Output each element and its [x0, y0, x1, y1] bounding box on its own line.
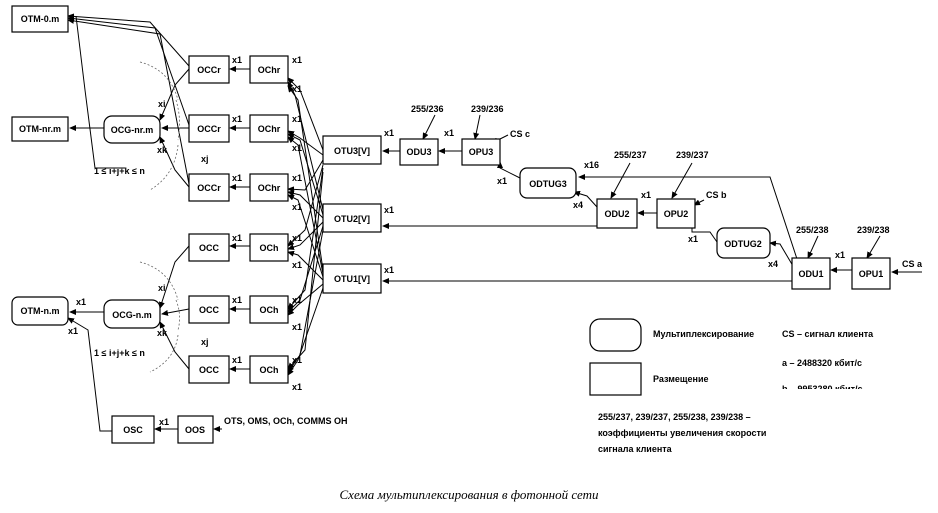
opu2-box: [657, 199, 695, 228]
x4-label: x4: [573, 200, 584, 210]
legend-multiplexing-label: Мультиплексирование: [653, 329, 755, 339]
och-label-3: OCh: [259, 365, 279, 375]
x1-label: x1: [232, 233, 243, 243]
occ-label-3: OCC: [199, 365, 219, 375]
occr-label-1: OCCr: [197, 65, 221, 75]
x1-label: x1: [292, 55, 303, 65]
legend-coeff-line-3: сигнала клиента: [598, 444, 672, 454]
x1-label: x1: [76, 297, 87, 307]
x4-label: x4: [768, 259, 779, 269]
x1-label: x1: [292, 84, 303, 94]
odtug3-label: ODTUG3: [529, 179, 567, 189]
xj-label: xj: [201, 337, 209, 347]
rate-239-237-label: 239/237: [676, 150, 709, 160]
rate-255-238-label: 255/238: [796, 225, 829, 235]
x1-label: x1: [384, 205, 395, 215]
opu2-label: OPU2: [663, 209, 689, 219]
x1-label: x1: [835, 250, 846, 260]
otu3-box: [323, 136, 381, 164]
x1-label: x1: [384, 265, 395, 275]
x1-label: x1: [292, 114, 303, 124]
ochr-box-1: [250, 56, 288, 83]
x1-label: x1: [232, 295, 243, 305]
och-label-1: OCh: [259, 243, 279, 253]
occ-label-2: OCC: [199, 305, 219, 315]
x1-label: x1: [68, 326, 79, 336]
odtug3-box: [520, 168, 576, 198]
x1-label: x1: [232, 114, 243, 124]
x1-label: x1: [232, 355, 243, 365]
otu1-label: OTU1[V]: [334, 274, 370, 284]
opu3-label: OPU3: [468, 147, 494, 157]
cs-b-label: CS b: [706, 190, 727, 200]
otm-nr-m-label: OTM-nr.m: [19, 124, 61, 134]
xk-label: xk: [157, 145, 168, 155]
legend-a-rate-label: a – 2488320 кбит/с: [782, 358, 863, 368]
otu2-label: OTU2[V]: [334, 214, 370, 224]
x1-label: x1: [292, 143, 303, 153]
odu1-label: ODU1: [798, 269, 824, 279]
och-box-1: [250, 234, 288, 261]
ochr-box-2: [250, 115, 288, 142]
x1-label: x1: [292, 355, 303, 365]
ocg-n-m-label: OCG-n.m: [112, 310, 152, 320]
x1-label: x1: [292, 202, 303, 212]
odtug2-label: ODTUG2: [724, 239, 762, 249]
oos-content-label: OTS, OMS, OCh, COMMS OH: [224, 416, 348, 426]
otu1-box: [323, 264, 381, 293]
xi-label: xi: [158, 99, 166, 109]
ocg-nr-m-label: OCG-nr.m: [110, 125, 154, 135]
occr-box-2: [189, 115, 229, 142]
opu1-box: [852, 258, 890, 289]
occr-label-2: OCCr: [197, 124, 221, 134]
ocg-n-m-box: [104, 300, 160, 328]
otm-n-m-label: OTM-n.m: [20, 306, 60, 316]
x1-label: x1: [159, 417, 170, 427]
x1-label: x1: [497, 176, 508, 186]
cs-c-label: CS c: [510, 129, 531, 139]
opu3-box: [462, 139, 500, 165]
x1-label: x1: [384, 128, 395, 138]
rate-255-236-label: 255/236: [411, 104, 444, 114]
otm-n-m-box: [12, 297, 68, 325]
odu1-box: [792, 258, 830, 289]
occ-box-2: [189, 296, 229, 323]
ochr-label-1: OChr: [257, 65, 281, 75]
xi-label: xi: [158, 283, 166, 293]
x1-label: x1: [641, 190, 652, 200]
oos-label: OOS: [184, 425, 206, 435]
odu2-box: [597, 199, 637, 228]
odu3-box: [400, 139, 438, 165]
legend: [590, 319, 908, 454]
x1-label: x1: [292, 260, 303, 270]
rate-255-237-label: 255/237: [614, 150, 647, 160]
rate-239-238-label: 239/238: [857, 225, 890, 235]
ochr-box-3: [250, 174, 288, 201]
x1-label: x1: [688, 234, 699, 244]
odu2-label: ODU2: [604, 209, 630, 219]
range-label-n: 1 ≤ i+j+k ≤ n: [94, 348, 145, 358]
occr-label-3: OCCr: [197, 183, 221, 193]
legend-cs-label: CS – сигнал клиента: [782, 329, 874, 339]
ochr-label-3: OChr: [257, 183, 281, 193]
x1-label: x1: [292, 173, 303, 183]
rate-239-236-label: 239/236: [471, 104, 504, 114]
och-label-2: OCh: [259, 305, 279, 315]
och-box-2: [250, 296, 288, 323]
x1-label: x1: [232, 55, 243, 65]
x1-label: x1: [292, 233, 303, 243]
x16-label: x16: [584, 160, 600, 170]
odu3-label: ODU3: [406, 147, 432, 157]
otm-0-m-box: [12, 6, 68, 32]
x1-label: x1: [292, 295, 303, 305]
legend-mapping-label: Размещение: [653, 374, 709, 384]
range-label-nr: 1 ≤ i+j+k ≤ n: [94, 166, 145, 176]
occ-box-1: [189, 234, 229, 261]
occr-box-1: [189, 56, 229, 83]
legend-multiplexing-swatch: [590, 319, 641, 351]
osc-box: [112, 416, 154, 443]
legend-coeff-line-1: 255/237, 239/237, 255/238, 239/238 –: [598, 412, 751, 422]
odtug2-box: [717, 228, 770, 258]
x1-label: x1: [232, 173, 243, 183]
occ-box-3: [189, 356, 229, 383]
xk-label: xk: [157, 328, 168, 338]
x1-label: x1: [292, 322, 303, 332]
x1-label: x1: [444, 128, 455, 138]
otm-nr-m-box: [12, 117, 68, 141]
otu2-box: [323, 204, 381, 232]
ocg-nr-m-box: [104, 116, 160, 143]
ochr-label-2: OChr: [257, 124, 281, 134]
opu1-label: OPU1: [858, 269, 884, 279]
legend-mapping-swatch: [590, 363, 641, 395]
occr-box-3: [189, 174, 229, 201]
xj-label: xj: [201, 154, 209, 164]
legend-coeff-line-2: коэффициенты увеличения скорости: [598, 428, 767, 438]
otu3-label: OTU3[V]: [334, 146, 370, 156]
och-box-3: [250, 356, 288, 383]
occ-label-1: OCC: [199, 243, 219, 253]
otm-0-m-label: OTM-0.m: [20, 14, 60, 24]
cs-a-label: CS a: [902, 259, 923, 269]
figure-caption: Схема мультиплексирования в фотонной сети: [339, 487, 599, 502]
oos-box: [178, 416, 213, 443]
osc-label: OSC: [123, 425, 143, 435]
x1-label: x1: [292, 382, 303, 392]
